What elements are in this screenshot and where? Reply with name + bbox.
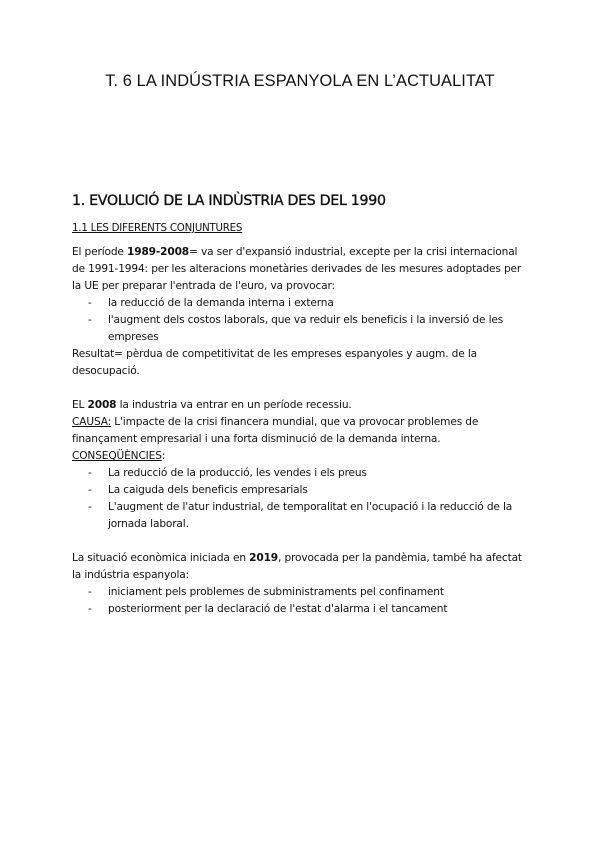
result-paragraph: Resultat= pèrdua de competitivitat de les empreses espanyoles y augm. de la desocupació. bbox=[72, 348, 477, 377]
document-content bbox=[72, 193, 532, 618]
text-span: El període bbox=[72, 246, 127, 258]
list-1989-2008 bbox=[72, 295, 532, 346]
paragraph-gap bbox=[72, 380, 532, 397]
paragraph-gap bbox=[72, 533, 532, 550]
text-span: , provocada per la pandèmia, també ha afectat la indústria espanyola: bbox=[72, 552, 522, 581]
list-item: - l'augment dels costos laborals, que va reduir els beneficis i la inversió de les empreses bbox=[108, 312, 532, 346]
list-item: - La caiguda dels beneficis empresarials bbox=[108, 482, 532, 499]
text-span: la industria va entrar en un període recessiu. bbox=[116, 399, 352, 411]
text-span: = va ser d'expansió industrial, excepte per la crisi internacional de 1991-1994: per les alteracions monetàries derivades de les mesures adoptades per la UE per preparar l'entrada de l'euro, va provocar: bbox=[72, 246, 522, 292]
text-span: EL bbox=[72, 399, 88, 411]
paragraph-2019 bbox=[72, 550, 532, 584]
list-item: - L'augment de l'atur industrial, de temporalitat en l'ocupació i la reducció de la jornada laboral. bbox=[108, 499, 532, 533]
document-title: T. 6 LA INDÚSTRIA ESPANYOLA EN L’ACTUALITAT bbox=[105, 72, 495, 90]
bold-year: 2008 bbox=[87, 399, 117, 411]
bold-year: 2019 bbox=[249, 552, 279, 564]
section-heading: 1. EVOLUCIÓ DE LA INDÙSTRIA DES DEL 1990 bbox=[72, 193, 386, 209]
cause-label: CAUSA: bbox=[72, 416, 112, 428]
consequences-label-line bbox=[72, 448, 532, 465]
list-2019 bbox=[72, 584, 532, 618]
list-item: - la reducció de la demanda interna i externa bbox=[108, 295, 532, 312]
text-span: L'impacte de la crisi financera mundial, que va provocar problemes de finançament empresarial i una forta disminució de la demanda interna. bbox=[72, 416, 479, 445]
paragraph-2008 bbox=[72, 397, 532, 414]
text-span: La situació econòmica iniciada en bbox=[72, 552, 250, 564]
list-item: - iniciament pels problemes de subministraments pel confinament bbox=[108, 584, 532, 601]
list-consequences bbox=[72, 465, 532, 533]
cause-paragraph bbox=[72, 414, 532, 448]
list-item: - La reducció de la producció, les vendes i els preus bbox=[108, 465, 532, 482]
bold-years: 1989-2008 bbox=[127, 246, 190, 258]
list-item: - posteriorment per la declaració de l'estat d'alarma i el tancament bbox=[108, 601, 532, 618]
consequences-label: CONSEQÜÈNCIES bbox=[72, 450, 162, 462]
subheading: 1.1 LES DIFERENTS CONJUNTURES bbox=[72, 223, 243, 234]
paragraph-1989-2008 bbox=[72, 244, 532, 295]
text-span: : bbox=[161, 450, 166, 462]
